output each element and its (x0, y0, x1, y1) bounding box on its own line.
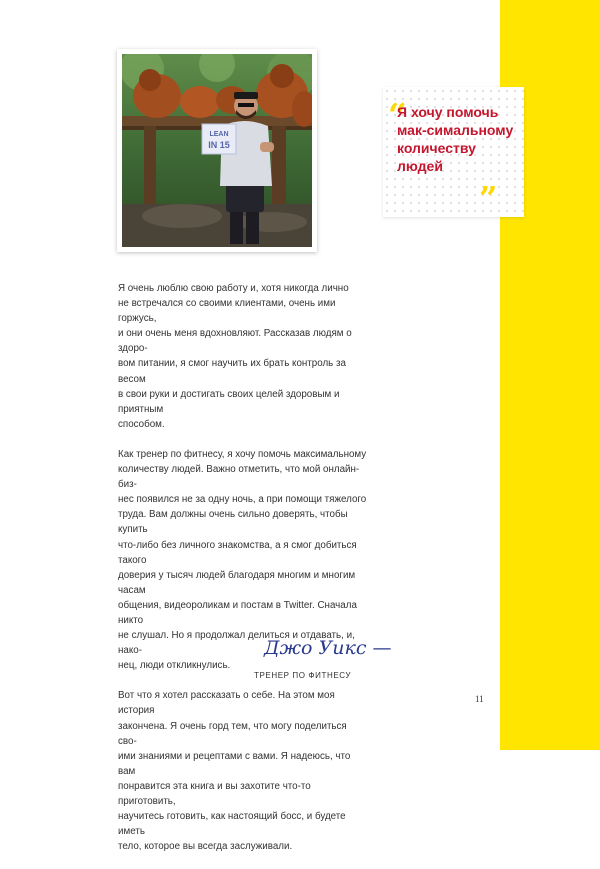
author-signature: Джо Уикс — (264, 637, 392, 659)
paragraph-1: Я очень люблю свою работу и, хотя никогда лично не встречался со своими клиентами, очень ими горжусь, и они очень меня вдохновляют. Рассказав людям о здоро- вом питании, я смог научить их брать контроль за весом в свои руки и достигать своих целей здоровым и приятным способом. (118, 283, 352, 430)
paragraph-3: Вот что я хотел рассказать о себе. На этом моя история закончена. Я очень горд тем, что могу поделиться сво- ими знаниями и рецептами с вами. Я надеюсь, что вам понравится эта книга и вы захотите что-то приготовить, научитесь готовить, как настоящий босс, и будете иметь тело, которое вы всегда заслуживали. (118, 690, 351, 853)
paragraph-2: Как тренер по фитнесу, я хочу помочь максимальному количеству людей. Важно отметить, что мой онлайн-биз- нес появился не за одну ночь, а при помощи тяжелого труда. Вам должны очень сильно доверять, чтобы купить что-либо без личного знакомства, а я смог добиться такого доверия у тысяч людей благодаря многим и многим часам общения, видеороликам и постам в Twitter. Сначала никто не слушал. Но я продолжал делиться и отдавать, и, нако- нец, люди откликнулись. (118, 448, 367, 672)
author-photo (117, 49, 317, 252)
page-number: 11 (475, 694, 484, 704)
pull-quote-card (383, 87, 524, 217)
photo-image (122, 54, 312, 247)
body-text (118, 281, 368, 869)
photo-sign-line1: LEAN (209, 131, 229, 138)
pull-quote-text: Я хочу помочь мак-симальному количеству людей (397, 104, 514, 174)
author-role: ТРЕНЕР ПО ФИТНЕСУ (254, 671, 352, 680)
photo-sign-line2: IN 15 (208, 140, 230, 150)
open-quote-icon: “ (388, 96, 407, 134)
close-quote-icon: ” (479, 179, 498, 217)
